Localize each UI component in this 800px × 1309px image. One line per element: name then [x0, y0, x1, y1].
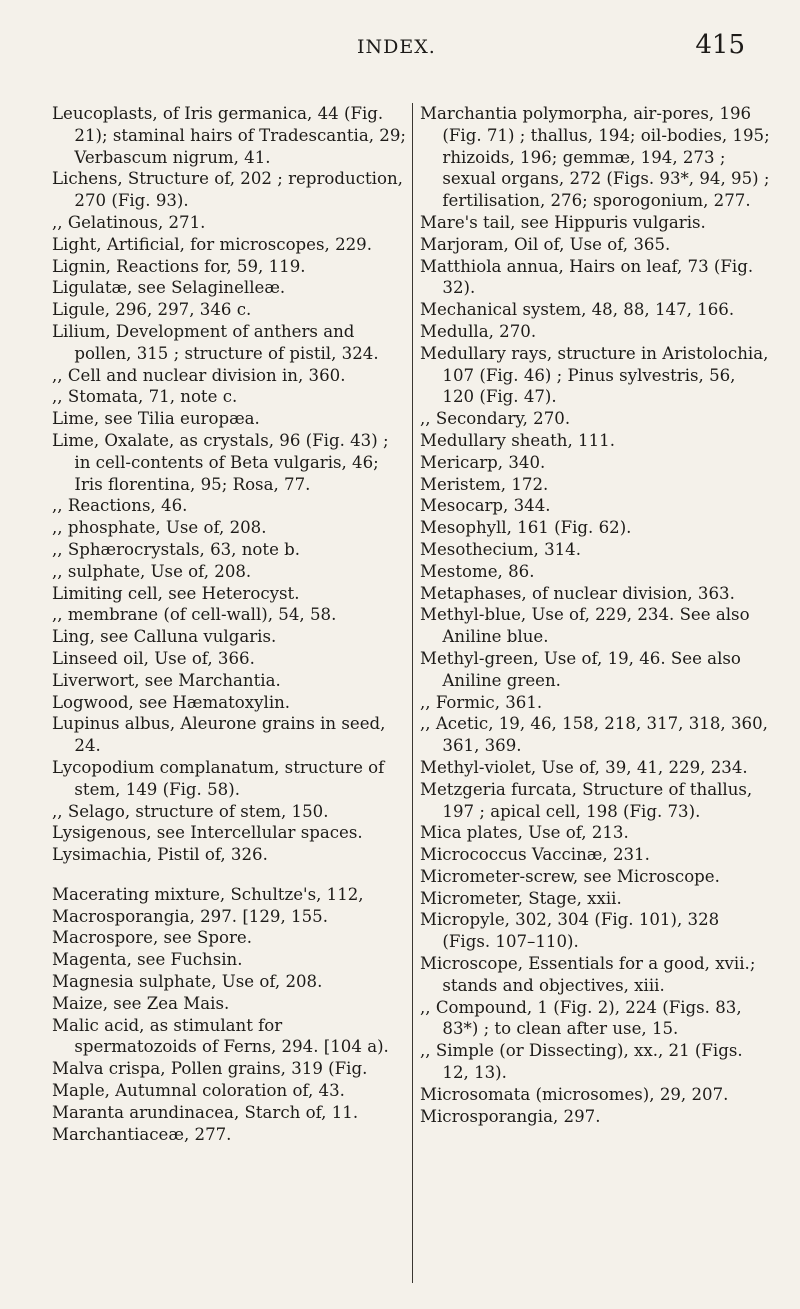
- index-entry: Metaphases, of nuclear division, 363.: [420, 583, 735, 603]
- index-entry: Mesothecium, 314.: [420, 539, 582, 559]
- index-entry: Lime, see Tilia europæa.: [52, 409, 260, 429]
- index-entry: ,, Simple (or Dissecting), xx., 21 (Figs. 12, 13).: [420, 1041, 743, 1083]
- index-entry: Marchantia polymorpha, air-pores, 196 (Fig. 71) ; thallus, 194; oil-bodies, 195; rhizoids, 196; gemmæ, 194, 273 ; sexual organs, 272 (Figs. 93*, 94, 95) ; fertilisation, 276; sporogonium, 277.: [420, 104, 770, 211]
- index-entry: Lignin, Reactions for, 59, 119.: [52, 256, 306, 276]
- index-entry: ,, Stomata, 71, note c.: [52, 387, 238, 407]
- index-entry: ,, Secondary, 270.: [420, 409, 571, 429]
- index-column-left: [52, 103, 408, 1145]
- index-column-right: [420, 103, 772, 1127]
- index-entry: Medulla, 270.: [420, 321, 537, 341]
- index-entry: Lycopodium complanatum, structure of stem, 149 (Fig. 58).: [52, 757, 385, 799]
- index-entry: Lilium, Development of anthers and pollen, 315 ; structure of pistil, 324.: [52, 321, 379, 363]
- index-entry: Logwood, see Hæmatoxylin.: [52, 692, 291, 712]
- index-entry: Macrosporangia, 297. [129, 155.: [52, 906, 328, 926]
- index-entry: Metzgeria furcata, Structure of thallus, 197 ; apical cell, 198 (Fig. 73).: [420, 779, 753, 821]
- index-entry: Microsomata (microsomes), 29, 207.: [420, 1084, 729, 1104]
- index-entry: ,, Sphærocrystals, 63, note b.: [52, 539, 301, 559]
- index-entry: Magenta, see Fuchsin.: [52, 950, 243, 970]
- index-entry: Marjoram, Oil of, Use of, 365.: [420, 234, 671, 254]
- index-entry: Linseed oil, Use of, 366.: [52, 648, 255, 668]
- page-number: 415: [695, 30, 745, 60]
- index-entry: Methyl-violet, Use of, 39, 41, 229, 234.: [420, 757, 748, 777]
- index-entry: ,, membrane (of cell-wall), 54, 58.: [52, 605, 337, 625]
- index-entry: Light, Artificial, for microscopes, 229.: [52, 234, 373, 254]
- page-header: [0, 26, 800, 66]
- index-entry: Mare's tail, see Hippuris vulgaris.: [420, 212, 706, 232]
- index-entry: ,, Gelatinous, 271.: [52, 212, 206, 232]
- index-entry: Micropyle, 302, 304 (Fig. 101), 328 (Figs. 107–110).: [420, 910, 720, 952]
- index-entry: Lysimachia, Pistil of, 326.: [52, 845, 268, 865]
- index-entry: Liverwort, see Marchantia.: [52, 670, 281, 690]
- index-entry: Mica plates, Use of, 213.: [420, 823, 629, 843]
- index-entry: Medullary sheath, 111.: [420, 430, 615, 450]
- index-entry: Mericarp, 340.: [420, 452, 546, 472]
- index-entry: Microsporangia, 297.: [420, 1106, 601, 1126]
- index-entry: Mestome, 86.: [420, 561, 535, 581]
- index-entry: Ling, see Calluna vulgaris.: [52, 627, 277, 647]
- index-entry: Meristem, 172.: [420, 474, 549, 494]
- index-entry: ,, sulphate, Use of, 208.: [52, 561, 252, 581]
- index-entry: Malic acid, as stimulant for spermatozoids of Ferns, 294. [104 a).: [52, 1015, 389, 1057]
- index-entry: Lysigenous, see Intercellular spaces.: [52, 823, 363, 843]
- running-title: INDEX.: [357, 36, 436, 58]
- index-entry: ,, Cell and nuclear division in, 360.: [52, 365, 346, 385]
- index-entry: Leucoplasts, of Iris germanica, 44 (Fig. 21); staminal hairs of Tradescantia, 29; Verbascum nigrum, 41.: [52, 104, 407, 167]
- index-entry: ,, Compound, 1 (Fig. 2), 224 (Figs. 83, 83*) ; to clean after use, 15.: [420, 997, 742, 1039]
- index-entry: Malva crispa, Pollen grains, 319 (Fig.: [52, 1059, 368, 1079]
- index-entry: Ligulatæ, see Selaginelleæ.: [52, 278, 286, 298]
- index-entry: Lichens, Structure of, 202 ; reproduction, 270 (Fig. 93).: [52, 169, 403, 211]
- index-entry: Medullary rays, structure in Aristolochia, 107 (Fig. 46) ; Pinus sylvestris, 56, 120 (Fig. 47).: [420, 343, 769, 407]
- index-entry: Macrospore, see Spore.: [52, 928, 252, 948]
- index-entry: Mechanical system, 48, 88, 147, 166.: [420, 300, 735, 320]
- index-entry: Micrococcus Vaccinæ, 231.: [420, 845, 650, 865]
- index-entry: ,, Acetic, 19, 46, 158, 218, 317, 318, 360, 361, 369.: [420, 714, 768, 756]
- index-entry: Lime, Oxalate, as crystals, 96 (Fig. 43) ; in cell-contents of Beta vulgaris, 46; Iris florentina, 95; Rosa, 77.: [52, 430, 389, 494]
- index-entry: Matthiola annua, Hairs on leaf, 73 (Fig. 32).: [420, 256, 754, 298]
- section-gap: [52, 866, 408, 884]
- index-entry: ,, Formic, 361.: [420, 692, 543, 712]
- index-entry: Methyl-green, Use of, 19, 46. See also Aniline green.: [420, 648, 741, 690]
- index-entry: Mesophyll, 161 (Fig. 62).: [420, 518, 632, 538]
- index-entry: Maple, Autumnal coloration of, 43.: [52, 1081, 345, 1101]
- index-entry: ,, Reactions, 46.: [52, 496, 188, 516]
- index-entry: Mesocarp, 344.: [420, 496, 551, 516]
- index-entry: Micrometer, Stage, xxii.: [420, 888, 622, 908]
- index-entry: Microscope, Essentials for a good, xvii.; stands and objectives, xiii.: [420, 954, 756, 995]
- index-entry: Micrometer-screw, see Microscope.: [420, 866, 720, 886]
- index-entry: Ligule, 296, 297, 346 c.: [52, 300, 252, 320]
- index-entry: Methyl-blue, Use of, 229, 234. See also Aniline blue.: [420, 605, 750, 647]
- index-entry: Magnesia sulphate, Use of, 208.: [52, 972, 323, 992]
- index-entry: ,, Selago, structure of stem, 150.: [52, 801, 329, 821]
- index-entry: Marchantiaceæ, 277.: [52, 1124, 232, 1144]
- index-entry: ,, phosphate, Use of, 208.: [52, 518, 267, 538]
- column-divider: [412, 103, 413, 1283]
- index-entry: Maranta arundinacea, Starch of, 11.: [52, 1102, 359, 1122]
- index-entry: Limiting cell, see Heterocyst.: [52, 583, 300, 603]
- index-entry: Macerating mixture, Schultze's, 112,: [52, 884, 364, 904]
- index-entry: Maize, see Zea Mais.: [52, 993, 230, 1013]
- index-entry: Lupinus albus, Aleurone grains in seed, 24.: [52, 714, 386, 756]
